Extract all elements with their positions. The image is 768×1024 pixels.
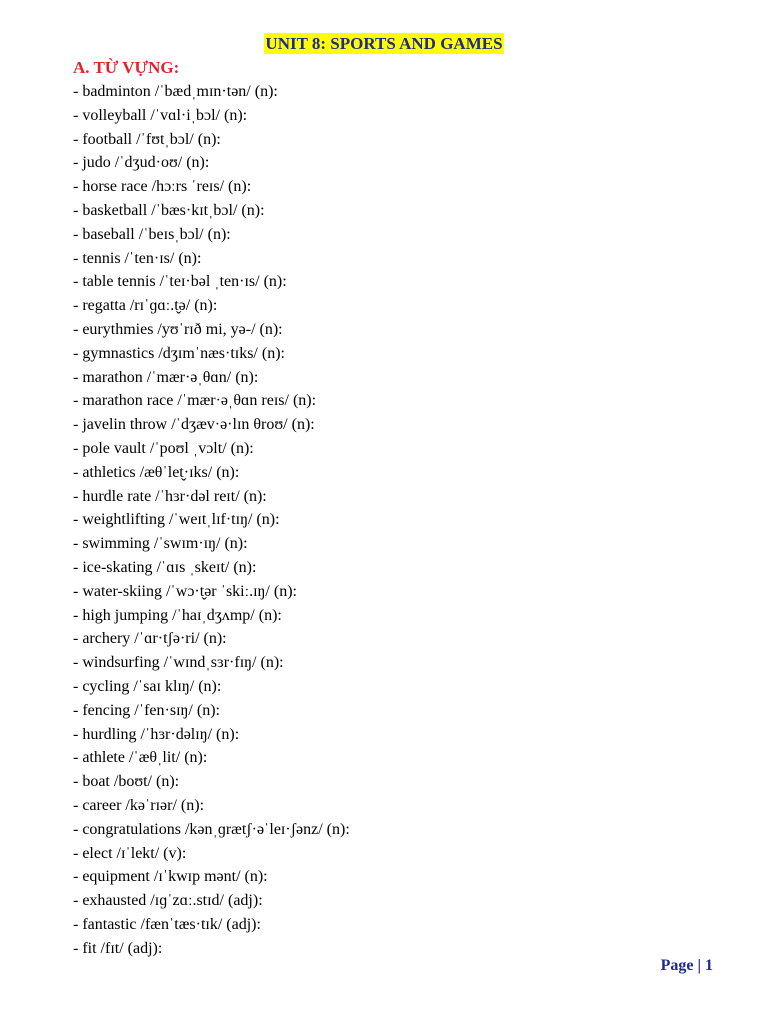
vocabulary-item: - fit /fɪt/ (adj): [73, 939, 163, 957]
vocabulary-item: - athlete /ˈæθˌlit/ (n): [73, 749, 208, 767]
vocabulary-item: - pole vault /ˈpoʊl ˌvɔlt/ (n): [73, 439, 254, 457]
vocabulary-item: - javelin throw /ˈdʒæv·ə·lɪn θroʊ/ (n): [73, 416, 315, 434]
vocabulary-item: - ice-skating /ˈɑɪs ˌskeɪt/ (n): [73, 558, 257, 576]
vocabulary-item: - baseball /ˈbeɪsˌbɔl/ (n): [73, 225, 231, 243]
vocabulary-item: - horse race /hɔːrs ˈreɪs/ (n): [73, 178, 252, 196]
vocabulary-item: - windsurfing /ˈwɪndˌsɜr·fɪŋ/ (n): [73, 654, 284, 672]
vocabulary-item: - exhausted /ɪɡˈzɑː.stɪd/ (adj): [73, 892, 263, 910]
vocabulary-item: - career /kəˈrɪər/ (n): [73, 796, 205, 814]
vocabulary-item: - eurythmies /yʊˈrɪð mi, yə-/ (n): [73, 320, 283, 338]
vocabulary-item: - cycling /ˈsaɪ klɪŋ/ (n): [73, 677, 222, 695]
vocabulary-item: - fantastic /fænˈtæs·tɪk/ (adj): [73, 915, 261, 933]
vocabulary-item: - football /ˈfʊtˌbɔl/ (n): [73, 130, 221, 148]
vocabulary-item: - elect /ɪˈlekt/ (v): [73, 844, 187, 862]
vocabulary-item: - basketball /ˈbæs·kɪtˌbɔl/ (n): [73, 201, 265, 219]
vocabulary-item: - congratulations /kənˌɡrætʃ·əˈleɪ·ʃənz/ (n): [73, 820, 350, 838]
section-heading: A. TỪ VỰNG: [73, 58, 180, 77]
vocabulary-item: - volleyball /ˈvɑl·iˌbɔl/ (n): [73, 106, 248, 124]
page-number: Page | 1 [660, 957, 713, 974]
vocabulary-item: - judo /ˈdʒud·oʊ/ (n): [73, 154, 210, 172]
vocabulary-item: - regatta /rɪˈɡɑː.t̬ə/ (n): [73, 297, 218, 315]
vocabulary-item: - marathon race /ˈmær·əˌθɑn reɪs/ (n): [73, 392, 317, 410]
vocabulary-item: - marathon /ˈmær·əˌθɑn/ (n): [73, 368, 259, 386]
vocabulary-item: - water-skiing /ˈwɔ·t̬ər ˈskiː.ɪŋ/ (n): [73, 582, 297, 600]
vocabulary-item: - fencing /ˈfen·sɪŋ/ (n): [73, 701, 220, 719]
page-title: UNIT 8: SPORTS AND GAMES [265, 34, 503, 53]
vocabulary-item: - tennis /ˈten·ɪs/ (n): [73, 249, 202, 267]
vocabulary-item: - boat /boʊt/ (n): [73, 773, 180, 791]
vocabulary-item: - hurdle rate /ˈhɜr·dəl reɪt/ (n): [73, 487, 267, 505]
vocabulary-item: - weightlifting /ˈweɪtˌlɪf·tɪŋ/ (n): [73, 511, 280, 529]
title-container [0, 33, 768, 54]
vocabulary-item: - table tennis /ˈteɪ·bəl ˌten·ɪs/ (n): [73, 273, 287, 291]
vocabulary-item: - high jumping /ˈhaɪˌdʒʌmp/ (n): [73, 606, 282, 624]
vocabulary-item: - badminton /ˈbædˌmɪn·tən/ (n): [73, 83, 278, 100]
vocabulary-item: - hurdling /ˈhɜr·dəlɪŋ/ (n): [73, 725, 240, 743]
vocabulary-item: - athletics /æθˈlet̬·ɪks/ (n): [73, 463, 240, 481]
vocabulary-list [73, 80, 713, 960]
vocabulary-item: - equipment /ɪˈkwɪp mənt/ (n): [73, 868, 268, 886]
vocabulary-item: - gymnastics /dʒɪmˈnæs·tɪks/ (n): [73, 344, 285, 362]
vocabulary-item: - archery /ˈɑr·tʃə·ri/ (n): [73, 630, 227, 648]
vocabulary-item: - swimming /ˈswɪm·ɪŋ/ (n): [73, 535, 248, 553]
